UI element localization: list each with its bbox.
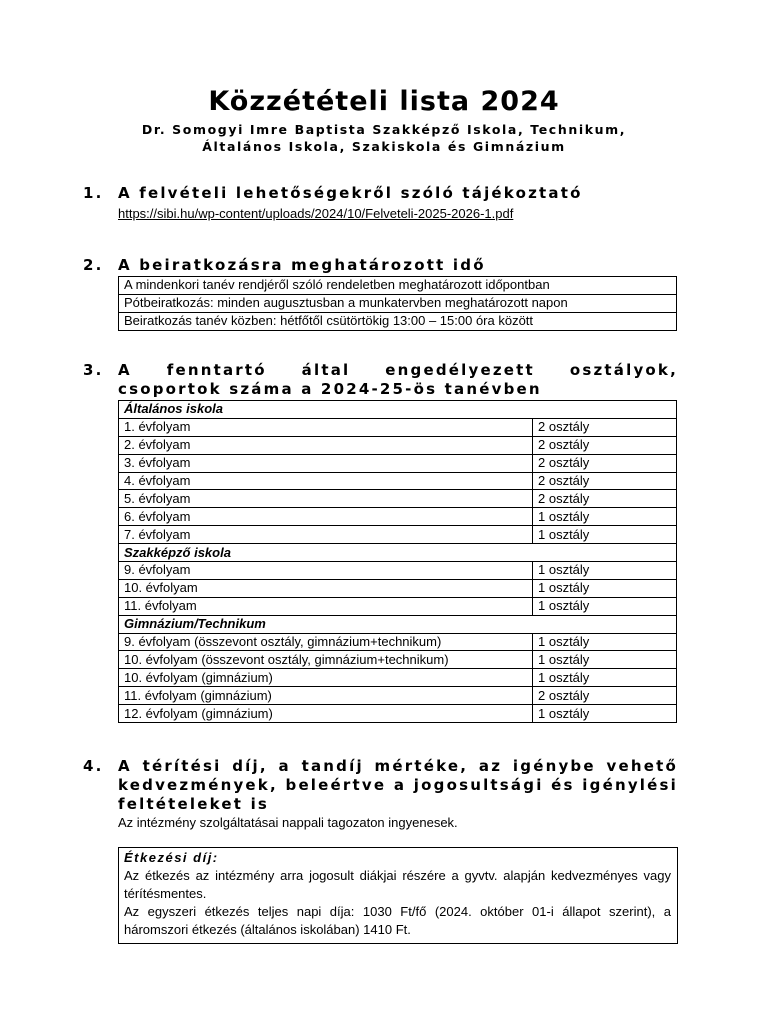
class-count: 1 osztály xyxy=(533,597,677,615)
section-4-heading xyxy=(83,757,678,814)
grade-label: 10. évfolyam (összevont osztály, gimnázium+technikum) xyxy=(119,651,533,669)
grade-label: 11. évfolyam xyxy=(119,597,533,615)
table-row xyxy=(119,597,677,615)
grade-label: 11. évfolyam (gimnázium) xyxy=(119,687,533,705)
grade-label: 12. évfolyam (gimnázium) xyxy=(119,705,533,723)
class-count: 2 osztály xyxy=(533,687,677,705)
grade-label: 10. évfolyam (gimnázium) xyxy=(119,669,533,687)
group-header: Gimnázium/Technikum xyxy=(119,615,677,633)
table-row xyxy=(119,633,677,651)
grade-label: 9. évfolyam xyxy=(119,562,533,580)
table-cell: Beiratkozás tanév közben: hétfőtől csütörtökig 13:00 – 15:00 óra között xyxy=(119,312,677,330)
meal-fee-paragraph-1: Az étkezés az intézmény arra jogosult diákjai részére a gyvtv. alapján kedvezményes vagy térítésmentes. xyxy=(124,868,671,901)
table-row xyxy=(119,418,677,436)
group-header: Általános iskola xyxy=(119,401,677,419)
class-count: 2 osztály xyxy=(533,436,677,454)
table-row xyxy=(119,436,677,454)
class-count: 1 osztály xyxy=(533,633,677,651)
grade-label: 2. évfolyam xyxy=(119,436,533,454)
section-title: A fenntartó által engedélyezett osztályok, csoportok száma a 2024-25-ös tanévben xyxy=(118,361,678,398)
class-count: 1 osztály xyxy=(533,705,677,723)
table-cell: Pótbeiratkozás: minden augusztusban a munkatervben meghatározott napon xyxy=(119,294,677,312)
grade-label: 7. évfolyam xyxy=(119,526,533,544)
classes-table xyxy=(118,400,677,723)
section-1-heading xyxy=(83,184,678,203)
section-title: A térítési díj, a tandíj mértéke, az igénybe vehető kedvezmények, beleértve a jogosultsági és igénylési feltételeket is xyxy=(118,757,678,813)
enrollment-time-table xyxy=(118,276,677,331)
table-row xyxy=(119,294,677,312)
grade-label: 9. évfolyam (összevont osztály, gimnázium+technikum) xyxy=(119,633,533,651)
table-row xyxy=(119,687,677,705)
subtitle-line-2: Általános Iskola, Szakiskola és Gimnázium xyxy=(202,139,566,154)
grade-label: 1. évfolyam xyxy=(119,418,533,436)
table-row xyxy=(119,651,677,669)
section-number: 3. xyxy=(83,361,104,379)
grade-label: 3. évfolyam xyxy=(119,454,533,472)
section-number: 4. xyxy=(83,757,104,775)
class-count: 1 osztály xyxy=(533,562,677,580)
grade-label: 4. évfolyam xyxy=(119,472,533,490)
table-row xyxy=(119,472,677,490)
class-count: 2 osztály xyxy=(533,454,677,472)
free-services-text: Az intézmény szolgáltatásai nappali tagozaton ingyenesek. xyxy=(118,815,458,830)
table-row xyxy=(119,705,677,723)
grade-label: 6. évfolyam xyxy=(119,508,533,526)
group-header-row xyxy=(119,615,677,633)
table-cell: A mindenkori tanév rendjéről szóló rendeletben meghatározott időpontban xyxy=(119,277,677,295)
table-row xyxy=(119,454,677,472)
class-count: 1 osztály xyxy=(533,526,677,544)
grade-label: 10. évfolyam xyxy=(119,579,533,597)
document-title: Közzétételi lista 2024 xyxy=(208,86,560,117)
table-row xyxy=(119,490,677,508)
section-number: 2. xyxy=(83,256,104,274)
class-count: 1 osztály xyxy=(533,669,677,687)
group-header-row xyxy=(119,544,677,562)
section-3-heading xyxy=(83,361,678,399)
section-title: A felvételi lehetőségekről szóló tájékoztató xyxy=(118,184,583,202)
table-row xyxy=(119,312,677,330)
section-2-heading xyxy=(83,256,678,275)
class-count: 2 osztály xyxy=(533,490,677,508)
section-title: A beiratkozásra meghatározott idő xyxy=(118,256,486,274)
table-row xyxy=(119,508,677,526)
grade-label: 5. évfolyam xyxy=(119,490,533,508)
meal-fee-box xyxy=(118,847,678,944)
group-header: Szakképző iskola xyxy=(119,544,677,562)
class-count: 1 osztály xyxy=(533,651,677,669)
class-count: 1 osztály xyxy=(533,579,677,597)
class-count: 2 osztály xyxy=(533,472,677,490)
table-row xyxy=(119,562,677,580)
class-count: 1 osztály xyxy=(533,508,677,526)
meal-fee-paragraph-2: Az egyszeri étkezés teljes napi díja: 1030 Ft/fő (2024. október 01-i állapot szerint), a háromszori étkezés (általános iskolában) 1410 Ft. xyxy=(124,904,671,937)
meal-fee-heading: Étkezési díj: xyxy=(124,850,219,865)
section-number: 1. xyxy=(83,184,104,202)
table-row xyxy=(119,579,677,597)
table-row xyxy=(119,526,677,544)
group-header-row xyxy=(119,401,677,419)
admission-info-link[interactable]: https://sibi.hu/wp-content/uploads/2024/10/Felveteli-2025-2026-1.pdf xyxy=(118,206,514,221)
table-row xyxy=(119,277,677,295)
class-count: 2 osztály xyxy=(533,418,677,436)
subtitle-line-1: Dr. Somogyi Imre Baptista Szakképző Iskola, Technikum, xyxy=(141,122,627,137)
table-row xyxy=(119,669,677,687)
